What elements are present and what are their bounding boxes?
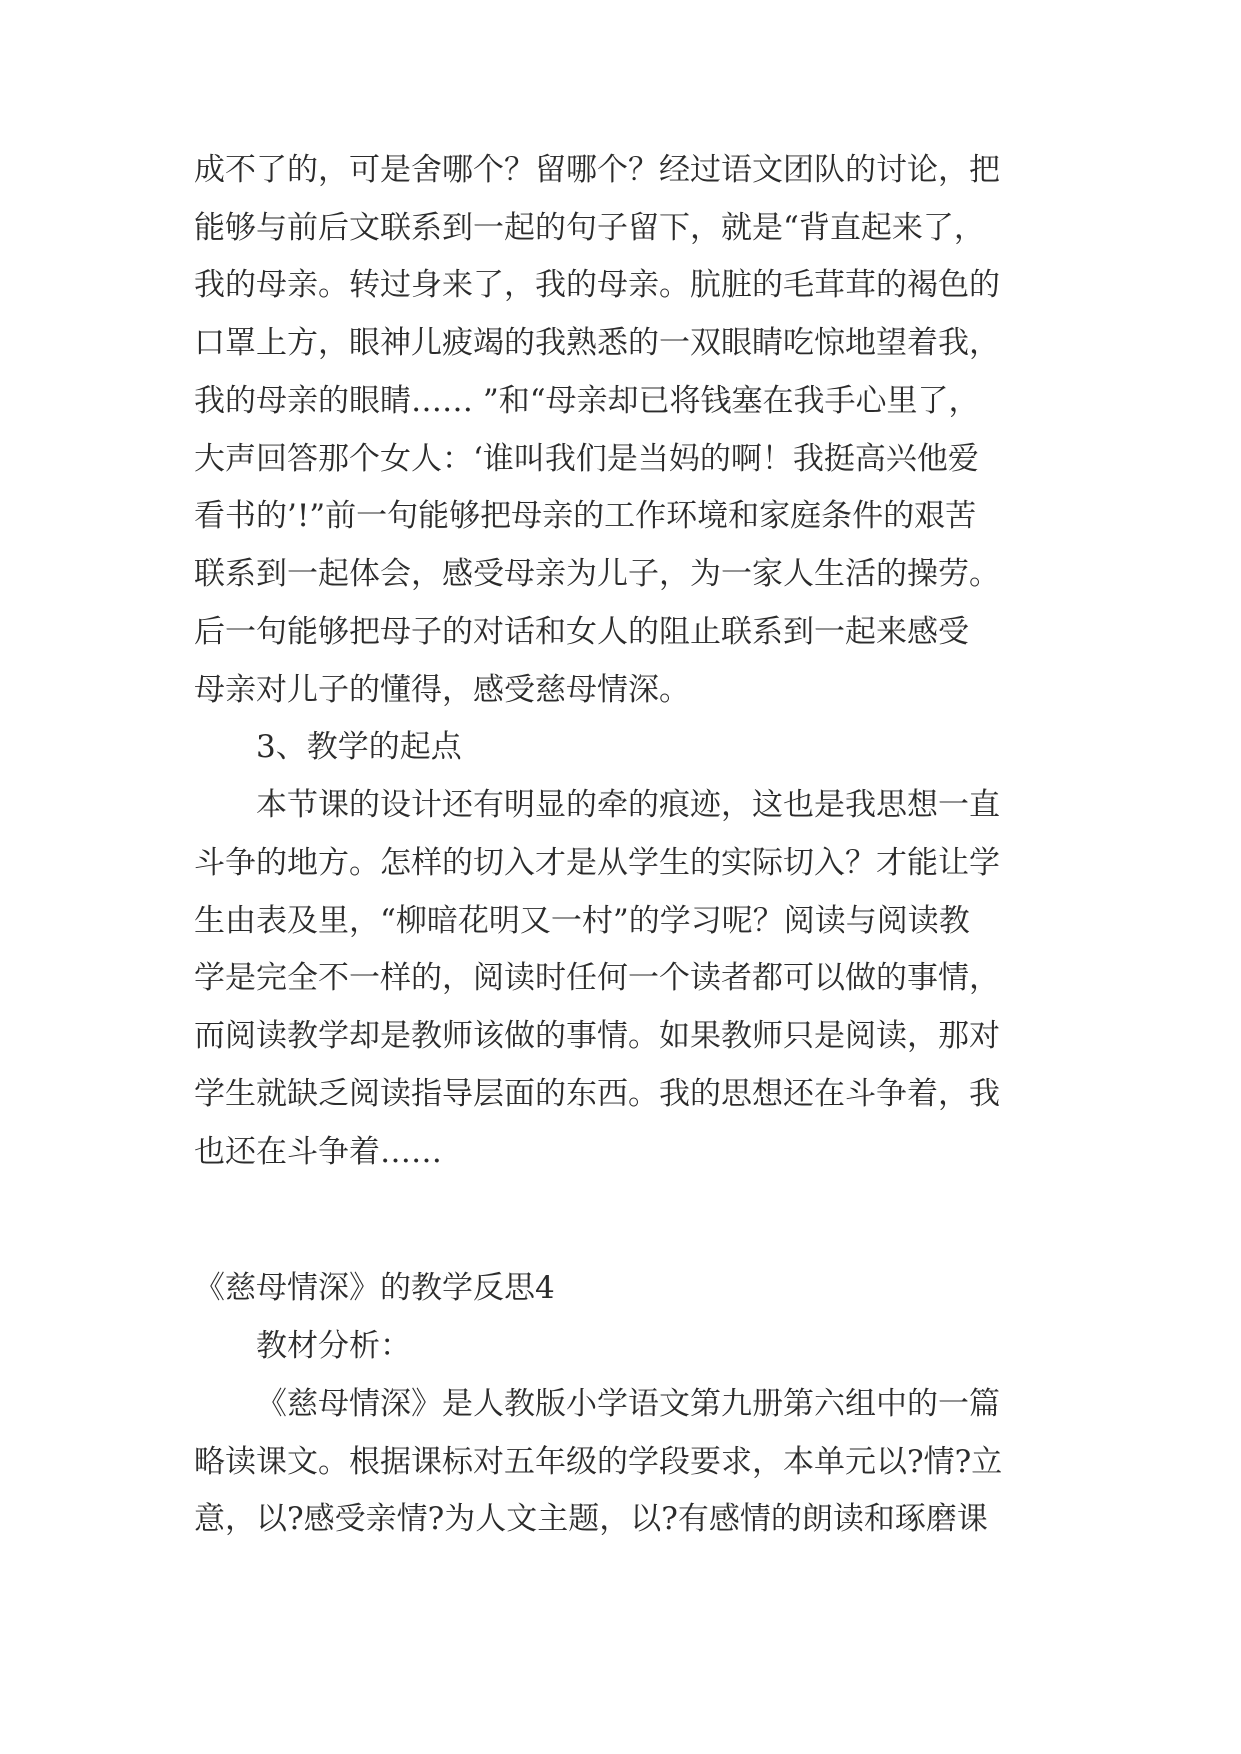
text-line: 母亲对儿子的懂得，感受慈母情深。: [194, 672, 690, 708]
text-line: 《慈母情深》是人教版小学语文第九册第六组中的一篇: [256, 1386, 1000, 1422]
text-line: 学是完全不一样的，阅读时任何一个读者都可以做的事情，: [194, 960, 1000, 996]
text-line: 我的母亲。转过身来了，我的母亲。肮脏的毛茸茸的褐色的: [194, 267, 1000, 303]
heading-teaching-starting-point: 3、教学的起点: [256, 729, 462, 765]
text-line: 学生就缺乏阅读指导层面的东西。我的思想还在斗争着，我: [194, 1076, 1000, 1112]
text-line: 大声回答那个女人：‘谁叫我们是当妈的啊！我挺高兴他爱: [194, 441, 979, 477]
text-line: 而阅读教学却是教师该做的事情。如果教师只是阅读，那对: [194, 1018, 1000, 1054]
text-line: 我的母亲的眼睛…… ”和“母亲却已将钱塞在我手心里了，: [194, 383, 980, 419]
text-line: 能够与前后文联系到一起的句子留下，就是“背直起来了，: [194, 210, 985, 246]
text-line: 成不了的，可是舍哪个？留哪个？经过语文团队的讨论，把: [194, 152, 1000, 188]
text-line: 本节课的设计还有明显的牵的痕迹，这也是我思想一直: [256, 787, 1000, 823]
text-line: 斗争的地方。怎样的切入才是从学生的实际切入？才能让学: [194, 845, 1000, 881]
subheading-textbook-analysis: 教材分析：: [256, 1328, 411, 1364]
text-line: 联系到一起体会，感受母亲为儿子，为一家人生活的操劳。: [194, 556, 1000, 592]
text-line: 意，以?感受亲情?为人文主题，以?有感情的朗读和琢磨课: [194, 1501, 988, 1537]
text-line: 生由表及里，“柳暗花明又一村”的学习呢？阅读与阅读教: [194, 903, 970, 939]
text-line: 口罩上方，眼神儿疲竭的我熟悉的一双眼睛吃惊地望着我，: [194, 325, 1000, 361]
text-line: 后一句能够把母子的对话和女人的阻止联系到一起来感受: [194, 614, 969, 650]
text-line: 略读课文。根据课标对五年级的学段要求，本单元以?情?立: [194, 1444, 1003, 1480]
text-line: 看书的’!”前一句能够把母亲的工作环境和家庭条件的艰苦: [194, 498, 977, 534]
section-title: 《慈母情深》的教学反思4: [194, 1270, 555, 1306]
text-line: 也还在斗争着……: [194, 1134, 442, 1170]
